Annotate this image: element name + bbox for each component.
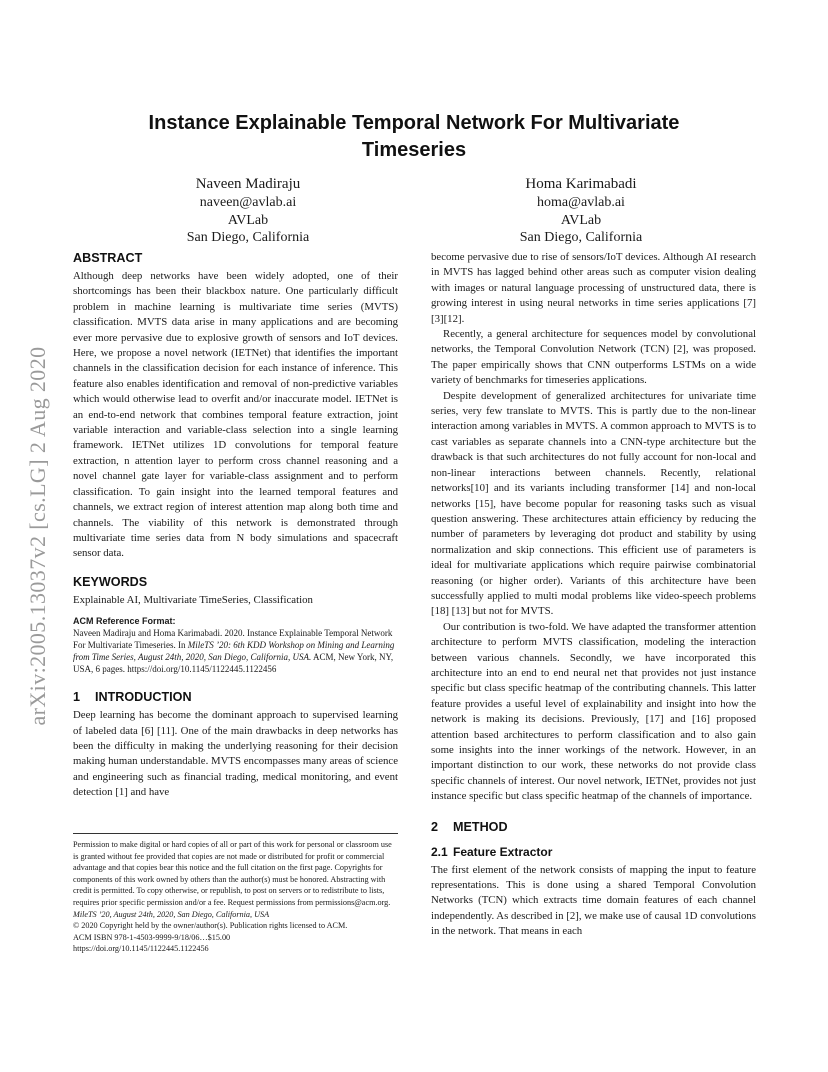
- permission-notice: Permission to make digital or hard copies of all or part of this work for personal or classroom use is granted without fee provided that copies are not made or distributed for profit or commercial advantage and that copies bear this notice and the full citation on the first page. Copyrights for components of this work owned by others than the author(s) must be honored. Abstracting with credit is permitted. To copy otherwise, or republish, to post on servers or to redistribute to lists, requires prior specific permission and/or a fee. Request permissions from permissions@acm.org.: [73, 840, 392, 907]
- right-column: [431, 250, 756, 940]
- copyright-line: © 2020 Copyright held by the owner/author(s). Publication rights licensed to ACM.: [73, 921, 348, 931]
- method-heading: [431, 819, 756, 835]
- author-location: San Diego, California: [519, 230, 643, 245]
- author-location: San Diego, California: [186, 230, 310, 245]
- copyright-footnote: [73, 833, 398, 955]
- author-email: homa@avlab.ai: [537, 195, 625, 210]
- introduction-paragraph: Recently, a general architecture for sequences model by convolutional networks, the Temporal Convolution Network (TCN) [2], was proposed. The paper empirically shows that CNN outperforms LSTMs on a wide variety of benchmarks for timeseries applications.: [431, 328, 756, 387]
- author-affiliation: AVLab: [227, 212, 269, 228]
- author-email: naveen@avlab.ai: [199, 195, 297, 210]
- paper-title: Instance Explainable Temporal Network For Multivariate Timeseries: [148, 112, 680, 161]
- left-column: [73, 250, 398, 801]
- introduction-paragraph: Our contribution is two-fold. We have adapted the transformer attention architecture to perform MVTS classification, modeling the interaction between various channels. Secondly, we have incorporated this architecture into an end to end neural net that provides not just instance specific but class specific heatmap of the contributing channels. This latter feature provides a useful level of explainability and insight into how the network is making its decisions. Previously, [17] and [16] proposed attention based architectures to perform classification and to also gain some insights into the inner workings of the network. However, in an important distinction to our work, these networks do not provide class specific channels of interest. Our novel network, IETNet, provides not just instance specific but class specific heatmap of the channels of importance.: [431, 620, 756, 803]
- author-affiliation: AVLab: [560, 212, 602, 228]
- section-number: 2: [431, 819, 439, 834]
- venue-line: MileTS ’20, August 24th, 2020, San Diego, California, USA: [73, 909, 270, 919]
- section-number: 1: [73, 690, 81, 705]
- abstract-text: Although deep networks have been widely adopted, one of their shortcomings has been their blackbox nature. One particularly difficult problem in machine learning is multivariate time series (MVTS) classification. MVTS data arise in many applications and are becoming ever more pervasive due to explosive growth of sensors and IoT devices. Here, we propose a novel network (IETNet) that identifies the important channels in the classification decision for each instance of inference. This feature also enables identification and removal of non-predictive variables which would otherwise lead to overfit and/or inaccurate model. IETNet is an end-to-end network that combines temporal feature extraction, joint variable interaction and variable-class selection into a single learning framework. IETNet utilizes 1D convolutions for temporal feature extraction, n attention layer to perform cross channel reasoning and a novel channel gate layer for variable-class assignment and to perform classification. To gain insight into the learned temporal features and channels, we extract region of interest attention map along both time and channels. The viability of this network is demonstrated through multivariate time series data from N body simulations and spacecraft sensor data.: [73, 270, 398, 560]
- acm-reference-text: [73, 627, 398, 675]
- section-title: INTRODUCTION: [95, 690, 192, 705]
- author-name: Homa Karimabadi: [525, 176, 637, 192]
- introduction-paragraph: Despite development of generalized architectures for univariate time series, very few translate to MVTS. This is partly due to the non-linear interaction among variables in MVTS. A common approach to MVTS is to cast variables as separate channels into a CNN-type architecture but the drawback is that such architectures do not fully account for non-local and non-linear interactions between channels. Recently, relational networks[10] and its variants including transformer [14] and non-local networks [15], have become popular for reasoning tasks such as visual question answering. These architectures attain efficiency by reducing the number of parameters by leveraging dot product and stability by using normalization and skip connections. This efficient use of parameters is ideal for multivariate applications which require pairwise combinatorial reasoning (or higher order). Variants of this architecture have been successfully applied to multi modal problems like video-speech problems [18] [13] but not for MVTS.: [431, 389, 756, 618]
- feature-extractor-heading: [431, 844, 756, 860]
- acm-reference-before: Naveen Madiraju and Homa Karimabadi. 2020. Instance Explainable Temporal Network For Multivariate Timeseries. In: [73, 628, 393, 651]
- arxiv-identifier-text: arXiv:2005.13037v2 [cs.LG] 2 Aug 2020: [25, 346, 50, 726]
- isbn-line: ACM ISBN 978-1-4503-9999-9/18/06…$15.00: [73, 932, 231, 942]
- acm-reference-heading: ACM Reference Format:: [73, 616, 176, 627]
- acm-reference-venue: MileTS ’20: 6th KDD Workshop on Mining and Learning from Time Series, August 24th, 2020, San Diego, California, USA.: [73, 640, 395, 663]
- introduction-heading: [73, 689, 398, 705]
- method-paragraph: The first element of the network consists of mapping the input to feature representations. This is done using a shared Temporal Convolution Networks (TCN) which extracts time domain features of each channel independently. As described in [2], we make use of causal 1D convolutions in the network. That means in each: [431, 863, 756, 938]
- acm-reference-after: ACM, New York, NY, USA, 6 pages. https://doi.org/10.1145/1122445.1122456: [73, 652, 394, 675]
- subsection-title: Feature Extractor: [453, 844, 553, 859]
- keywords-text: Explainable AI, Multivariate TimeSeries, Classification: [73, 593, 313, 606]
- introduction-paragraph-continued: become pervasive due to rise of sensors/IoT devices. Although AI research in MVTS has lagged behind other areas such as computer vision dealing with images or natural language processing of unstructured data, there is growing interest in using neural networks in time series applications [7] [3][12].: [431, 251, 756, 325]
- author-block-2: [451, 174, 711, 247]
- keywords-heading: KEYWORDS: [73, 574, 148, 589]
- subsection-number: 2.1: [431, 844, 448, 859]
- doi-line: https://doi.org/10.1145/1122445.1122456: [73, 944, 209, 954]
- introduction-paragraph-1: Deep learning has become the dominant approach to supervised learning of labeled data [6] [11]. One of the main drawbacks in deep networks has been the difficulty in making the underlying reasoning for their decision making human understandable. MVTS encompasses many areas of science and engineering such as financial trading, medical monitoring, and event detection [1] and have: [73, 709, 398, 799]
- abstract-heading: ABSTRACT: [73, 251, 143, 265]
- section-title: METHOD: [453, 819, 508, 834]
- author-block-1: [118, 174, 378, 247]
- author-name: Naveen Madiraju: [195, 176, 301, 192]
